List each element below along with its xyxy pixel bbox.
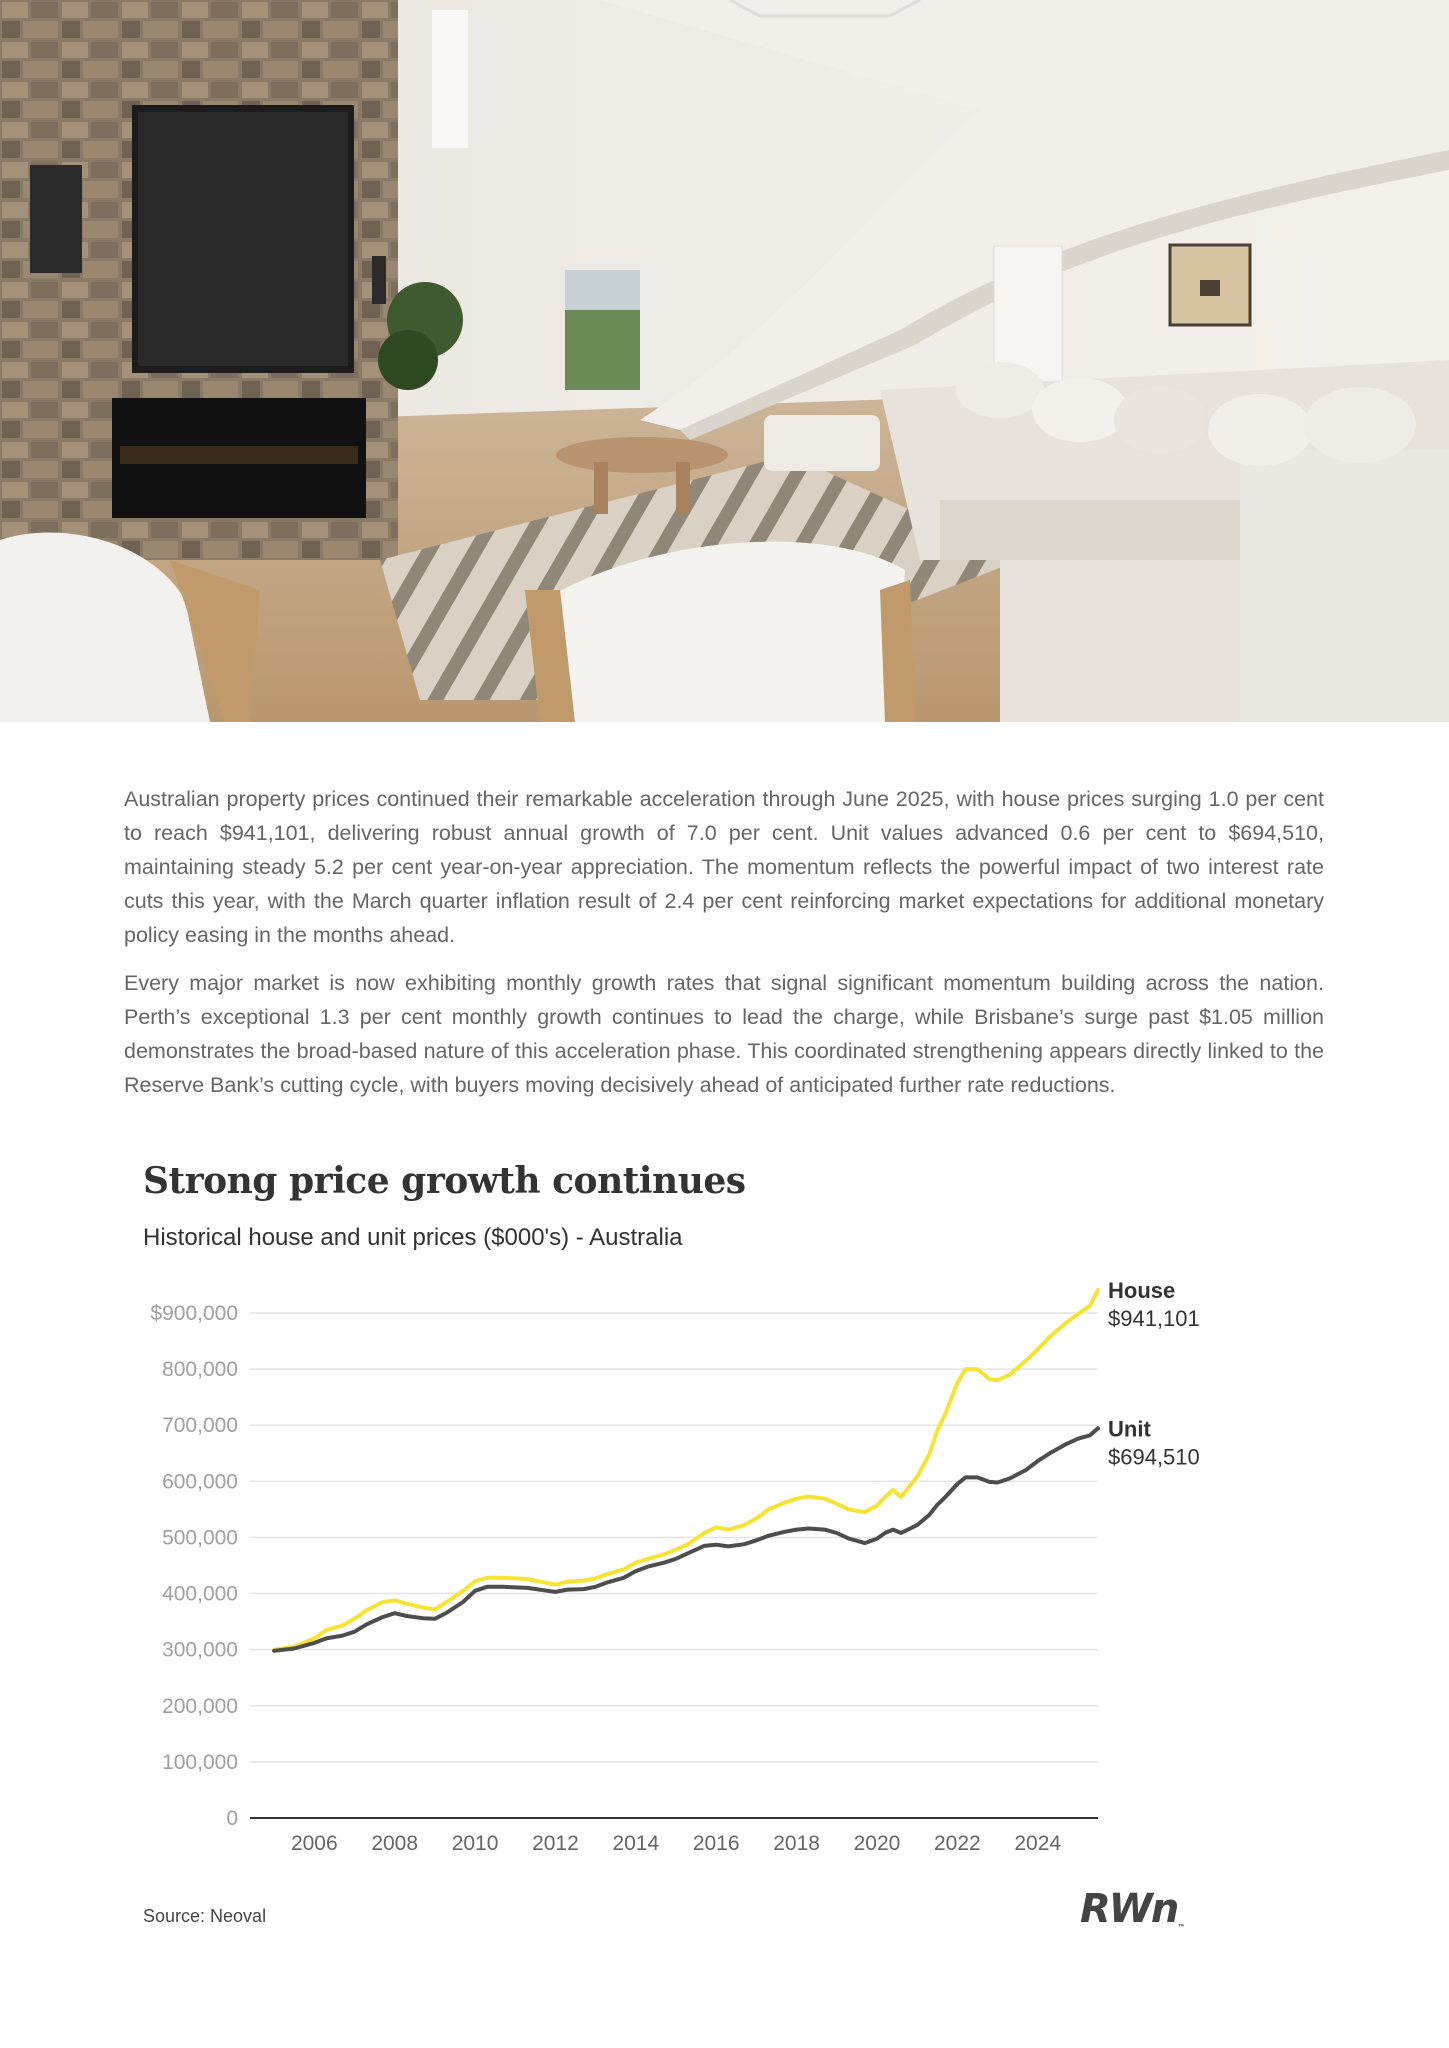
paragraph-1: Australian property prices continued their remarkable acceleration through June 2025, with house prices surging 1.0 per cent to reach $941,101, delivering robust annual growth of 7.0 per cent. Unit values advanced 0.6 per cent to $694,510, maintaining steady 5.2 per cent year-on-year appreciation. The momentum reflects the powerful impact of two interest rate cuts this year, with the March quarter inflation result of 2.4 per cent reinforcing market expectations for additional monetary policy easing in the months ahead. [124,787,1324,947]
rwn-logo [1080,1886,1185,1932]
x-tick-label: 2022 [933,1832,981,1855]
hero-photo [0,0,1449,722]
series-label-unit: Unit [1108,1416,1151,1442]
series-value-house: $941,101 [1108,1305,1200,1331]
x-tick-label: 2024 [1014,1832,1062,1855]
article-body [124,782,1324,1116]
y-tick-label: $900,000 [150,1302,238,1325]
x-tick-label: 2006 [290,1832,338,1855]
y-tick-label: 200,000 [162,1694,238,1718]
series-line-house [274,1290,1098,1650]
series-line-unit [274,1428,1098,1651]
price-chart [130,1270,1250,1855]
x-tick-label: 2010 [451,1832,499,1855]
y-tick-label: 100,000 [162,1750,238,1774]
series-value-unit: $694,510 [1108,1444,1200,1470]
y-tick-label: 800,000 [162,1358,238,1382]
chart-subtitle: Historical house and unit prices ($000's) - Australia [143,1224,683,1251]
living-room-illustration [0,0,1449,722]
paragraph-2: Every major market is now exhibiting monthly growth rates that signal significant momentum building across the nation. Perth’s exceptional 1.3 per cent monthly growth continues to lead the charge, while Brisbane’s surge past $1.05 million demonstrates the broad-based nature of this acceleration phase. This coordinated strengthening appears directly linked to the Reserve Bank’s cutting cycle, with buyers moving decisively ahead of anticipated further rate reductions. [124,971,1324,1097]
y-tick-label: 0 [226,1807,238,1830]
x-tick-label: 2014 [612,1832,660,1855]
x-tick-label: 2008 [371,1832,419,1855]
logo-trademark: ™ [1177,1923,1186,1932]
x-tick-label: 2016 [692,1832,740,1855]
source-note: Source: Neoval [143,1906,267,1926]
y-tick-label: 300,000 [162,1638,238,1662]
logo-text: RWn [1080,1886,1178,1932]
y-tick-label: 600,000 [162,1470,238,1494]
series-label-house: House [1108,1277,1176,1303]
y-tick-label: 400,000 [162,1582,238,1606]
price-chart-svg [130,1270,1250,1855]
x-tick-label: 2012 [532,1832,579,1855]
chart-title: Strong price growth continues [143,1160,746,1202]
y-tick-label: 700,000 [162,1414,238,1438]
x-tick-label: 2018 [773,1832,820,1855]
x-tick-label: 2020 [853,1832,901,1855]
y-tick-label: 500,000 [162,1526,238,1550]
